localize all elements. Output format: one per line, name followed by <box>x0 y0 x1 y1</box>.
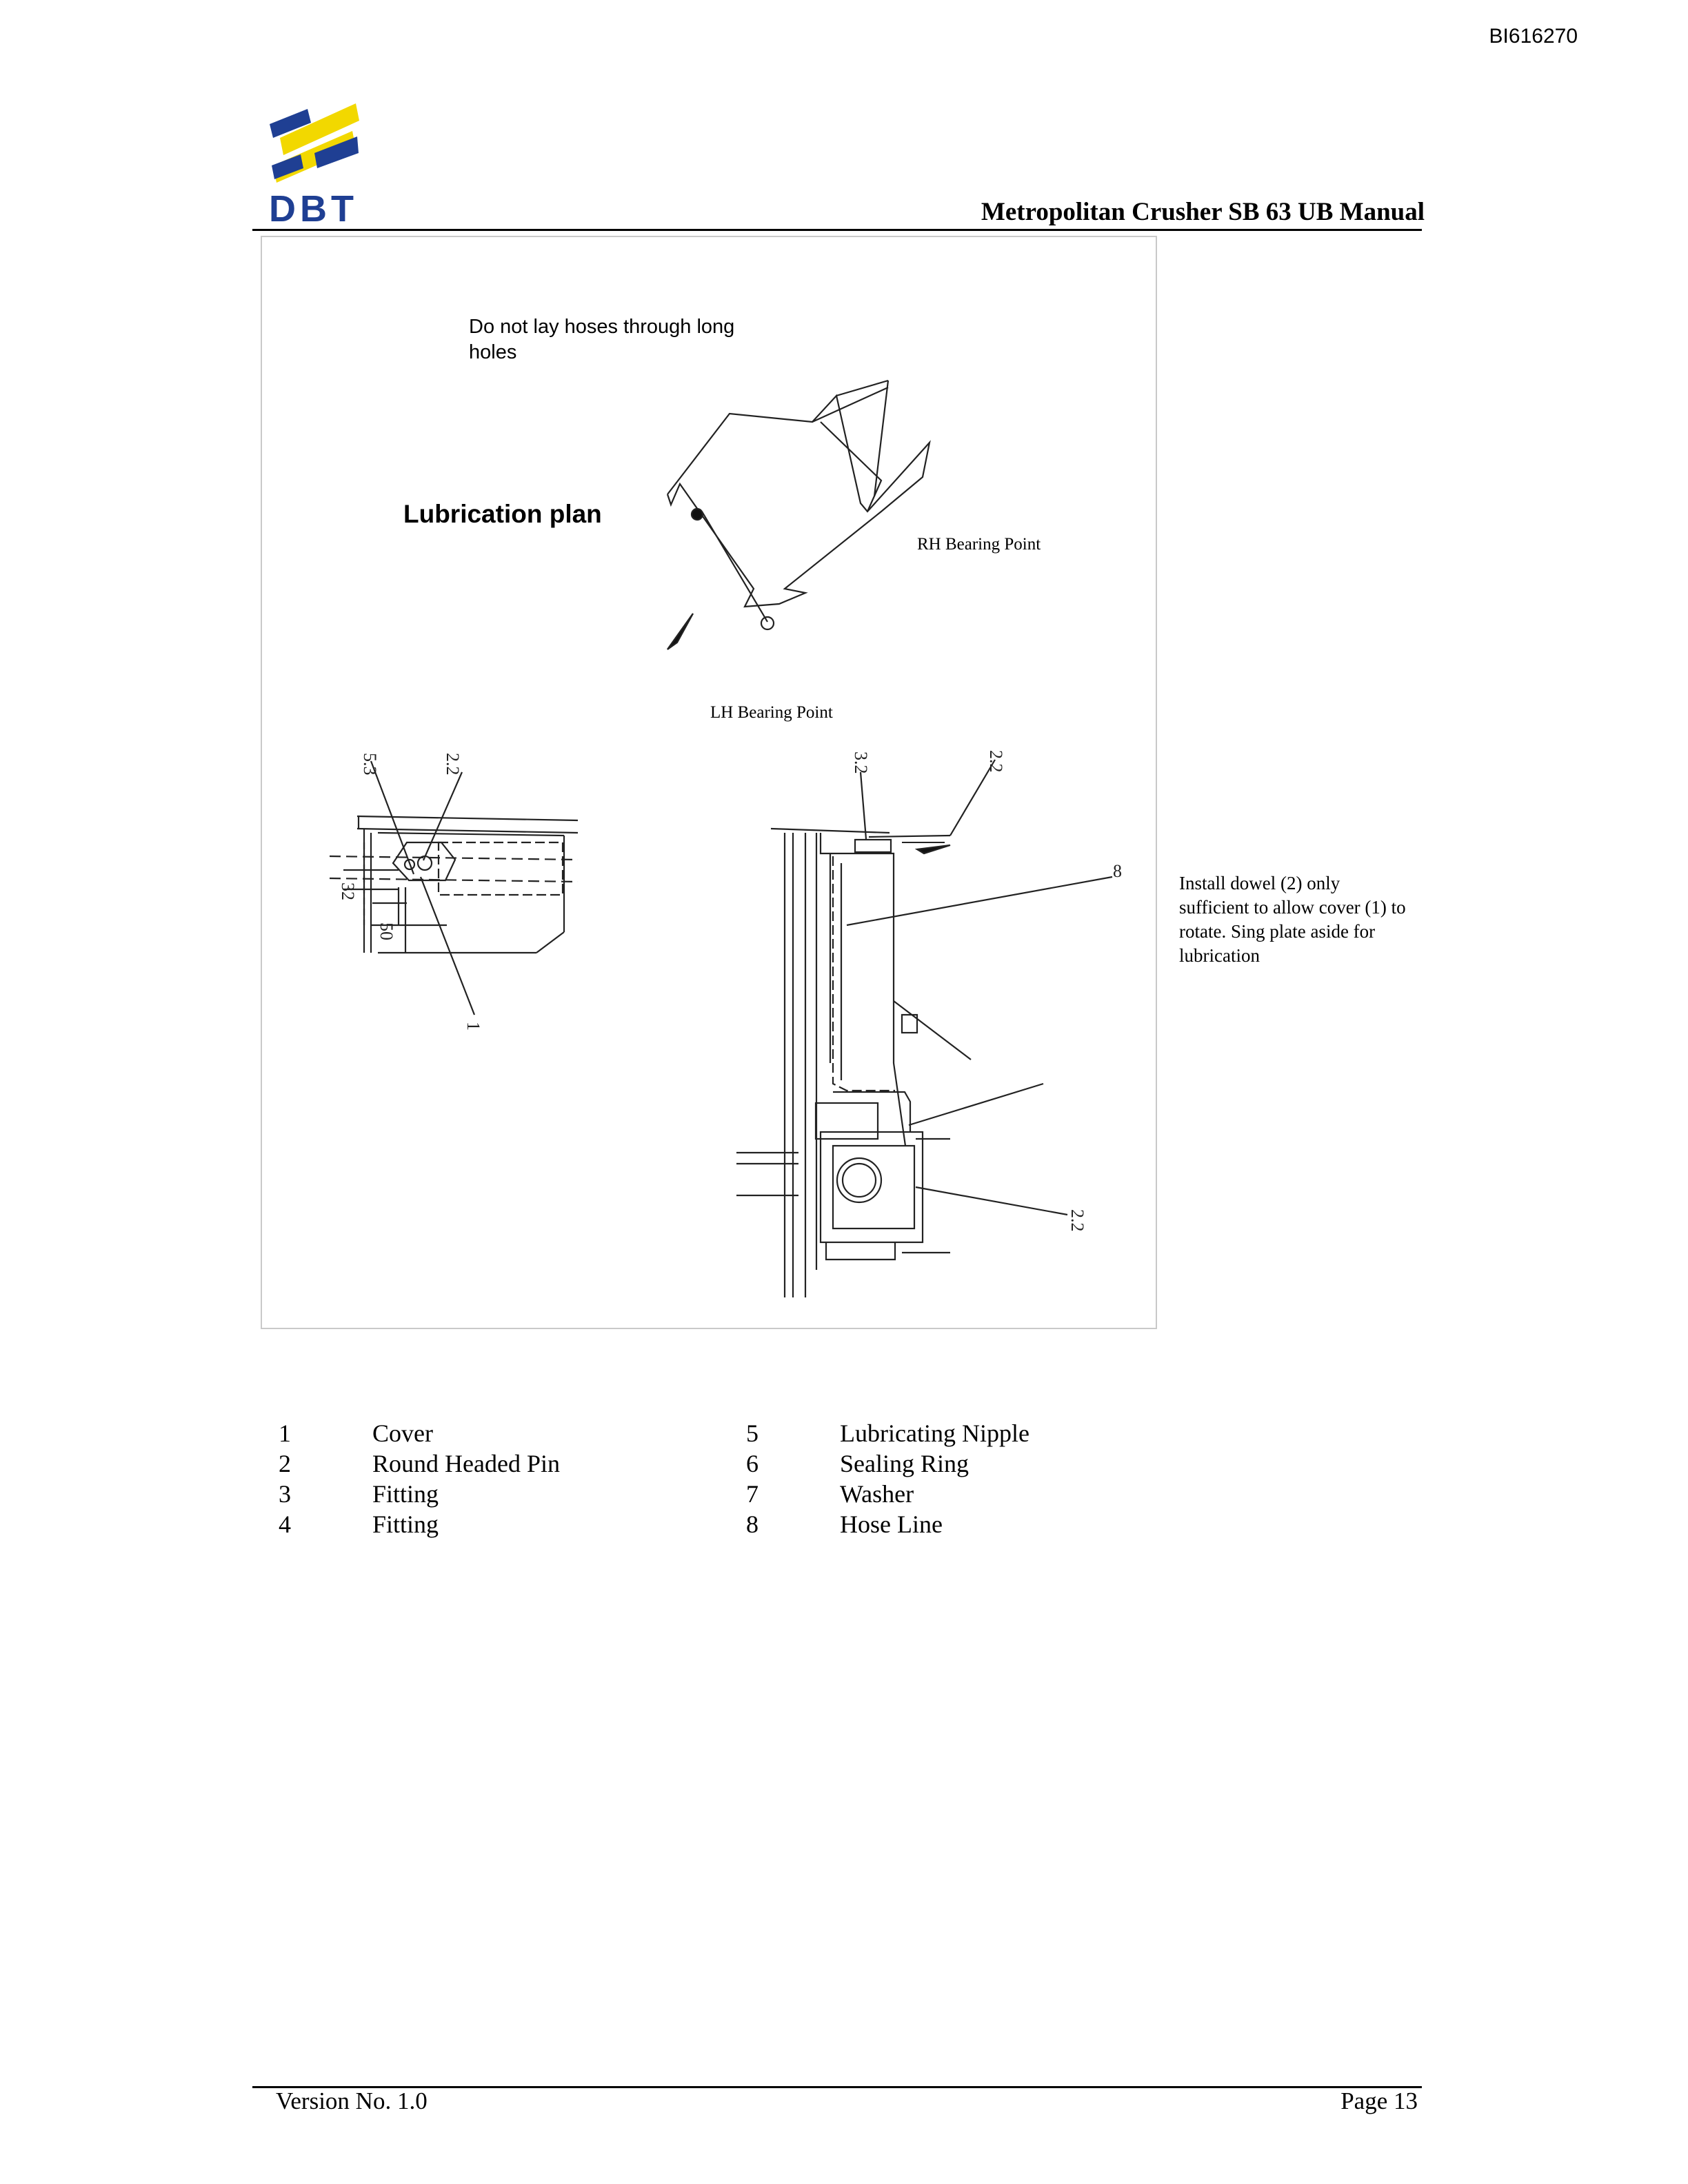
footer-rule <box>252 2086 1422 2088</box>
callout-2-2a: 2.2 <box>443 753 463 776</box>
legend-number: 6 <box>746 1450 758 1477</box>
page-number: Page 13 <box>1340 2087 1418 2114</box>
callout-2-2c: 2.2 <box>1067 1209 1087 1232</box>
hose-detail <box>736 760 1112 1297</box>
header-rule <box>252 229 1422 231</box>
bearing-outline-inner <box>821 422 881 512</box>
header-title: Metropolitan Crusher SB 63 UB Manual <box>981 198 1425 226</box>
callout-5-3: 5.3 <box>360 753 380 776</box>
document-id: BI616270 <box>1489 25 1578 48</box>
note-hoses: Do not lay hoses through long holes <box>469 316 735 363</box>
legend-description: Round Headed Pin <box>372 1450 560 1477</box>
figure-title: Lubrication plan <box>403 500 602 528</box>
footer-version: Version No. 1.0 <box>276 2087 428 2114</box>
callout-3-2: 3.2 <box>851 751 871 774</box>
lubrication-drawing <box>261 236 1157 1329</box>
callout-2-2b: 2.2 <box>986 750 1006 773</box>
logo-text: DBT <box>269 188 358 230</box>
pin-detail <box>330 761 578 1015</box>
legend-number: 4 <box>279 1510 291 1538</box>
legend-description: Sealing Ring <box>840 1450 969 1477</box>
legend-number: 7 <box>746 1480 758 1508</box>
callout-1: 1 <box>463 1022 483 1031</box>
legend-description: Fitting <box>372 1480 439 1508</box>
rh-bearing-label: RH Bearing Point <box>917 535 1041 554</box>
legend-description: Washer <box>840 1480 914 1508</box>
legend-description: Hose Line <box>840 1510 943 1538</box>
legend-number: 3 <box>279 1480 291 1508</box>
legend-description: Fitting <box>372 1510 439 1538</box>
bearing-outline <box>667 396 930 607</box>
legend-number: 8 <box>746 1510 758 1538</box>
callout-8: 8 <box>1113 861 1122 881</box>
legend-number: 5 <box>746 1419 758 1447</box>
dimension-50: 50 <box>376 922 396 940</box>
legend-number: 2 <box>279 1450 291 1477</box>
dimension-32: 32 <box>338 882 358 900</box>
legend-description: Cover <box>372 1419 433 1447</box>
lh-bearing-label: LH Bearing Point <box>710 703 833 722</box>
note-dowel: Install dowel (2) only sufficient to allow cover (1) to rotate. Sing plate aside for lubrication <box>1179 873 1406 966</box>
legend-description: Lubricating Nipple <box>840 1419 1029 1447</box>
legend-number: 1 <box>279 1419 291 1447</box>
